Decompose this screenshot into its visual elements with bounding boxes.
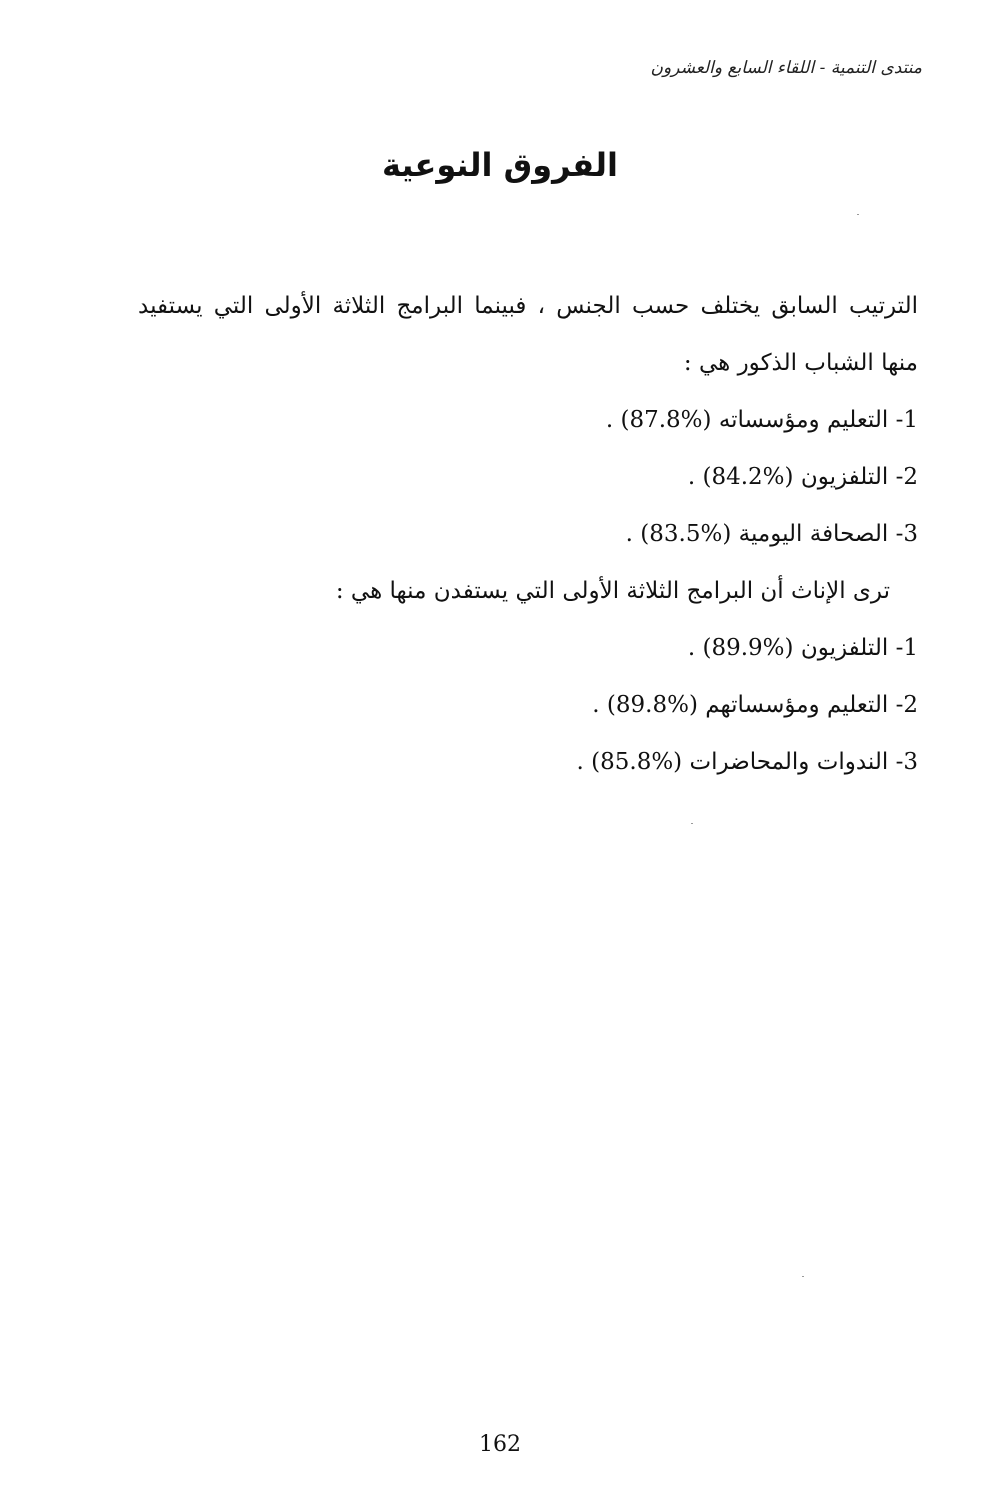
scan-speck: [691, 823, 693, 824]
item-label: التعليم ومؤسساتهم: [705, 692, 889, 718]
list-item: [138, 677, 918, 734]
item-number: 2-: [895, 692, 918, 718]
body-text: [138, 278, 918, 791]
females-list: [138, 620, 918, 791]
list-item: [138, 620, 918, 677]
item-end-mark: .: [605, 407, 614, 433]
item-label: التلفزيون: [800, 635, 889, 661]
intro-paragraph: الترتيب السابق يختلف حسب الجنس ، فبينما البرامج الثلاثة الأولى التي يستفيد منها الشباب الذكور هي :: [138, 293, 918, 376]
item-percentage: (87.8%): [620, 407, 712, 433]
females-intro-paragraph: ترى الإناث أن البرامج الثلاثة الأولى التي يستفدن منها هي :: [335, 578, 890, 604]
item-label: الصحافة اليومية: [738, 521, 889, 547]
item-end-mark: .: [687, 635, 696, 661]
item-percentage: (89.8%): [606, 692, 698, 718]
scan-speck: [802, 1276, 804, 1277]
item-number: 3-: [895, 521, 918, 547]
item-end-mark: .: [592, 692, 600, 718]
item-percentage: (85.8%): [591, 749, 683, 775]
page-number: 162: [479, 1432, 521, 1457]
item-end-mark: .: [687, 464, 696, 490]
item-label: التلفزيون: [800, 464, 889, 490]
item-end-mark: .: [576, 749, 584, 775]
list-item: [138, 392, 918, 449]
item-percentage: (84.2%): [702, 464, 794, 490]
scan-speck: [857, 214, 859, 215]
item-number: 1-: [895, 407, 918, 433]
item-percentage: (83.5%): [640, 521, 732, 547]
males-list: [138, 392, 918, 563]
item-percentage: (89.9%): [702, 635, 794, 661]
item-label: الندوات والمحاضرات: [689, 749, 889, 775]
running-header: منتدى التنمية - اللقاء السابع والعشرون: [650, 58, 922, 78]
item-number: 1-: [895, 635, 918, 661]
list-item: [138, 449, 918, 506]
list-item: [138, 734, 918, 791]
item-end-mark: .: [625, 521, 633, 547]
list-item: [138, 506, 918, 563]
item-number: 3-: [895, 749, 918, 775]
item-number: 2-: [895, 464, 918, 490]
item-label: التعليم ومؤسساته: [718, 407, 889, 433]
section-title: الفروق النوعية: [382, 146, 618, 184]
